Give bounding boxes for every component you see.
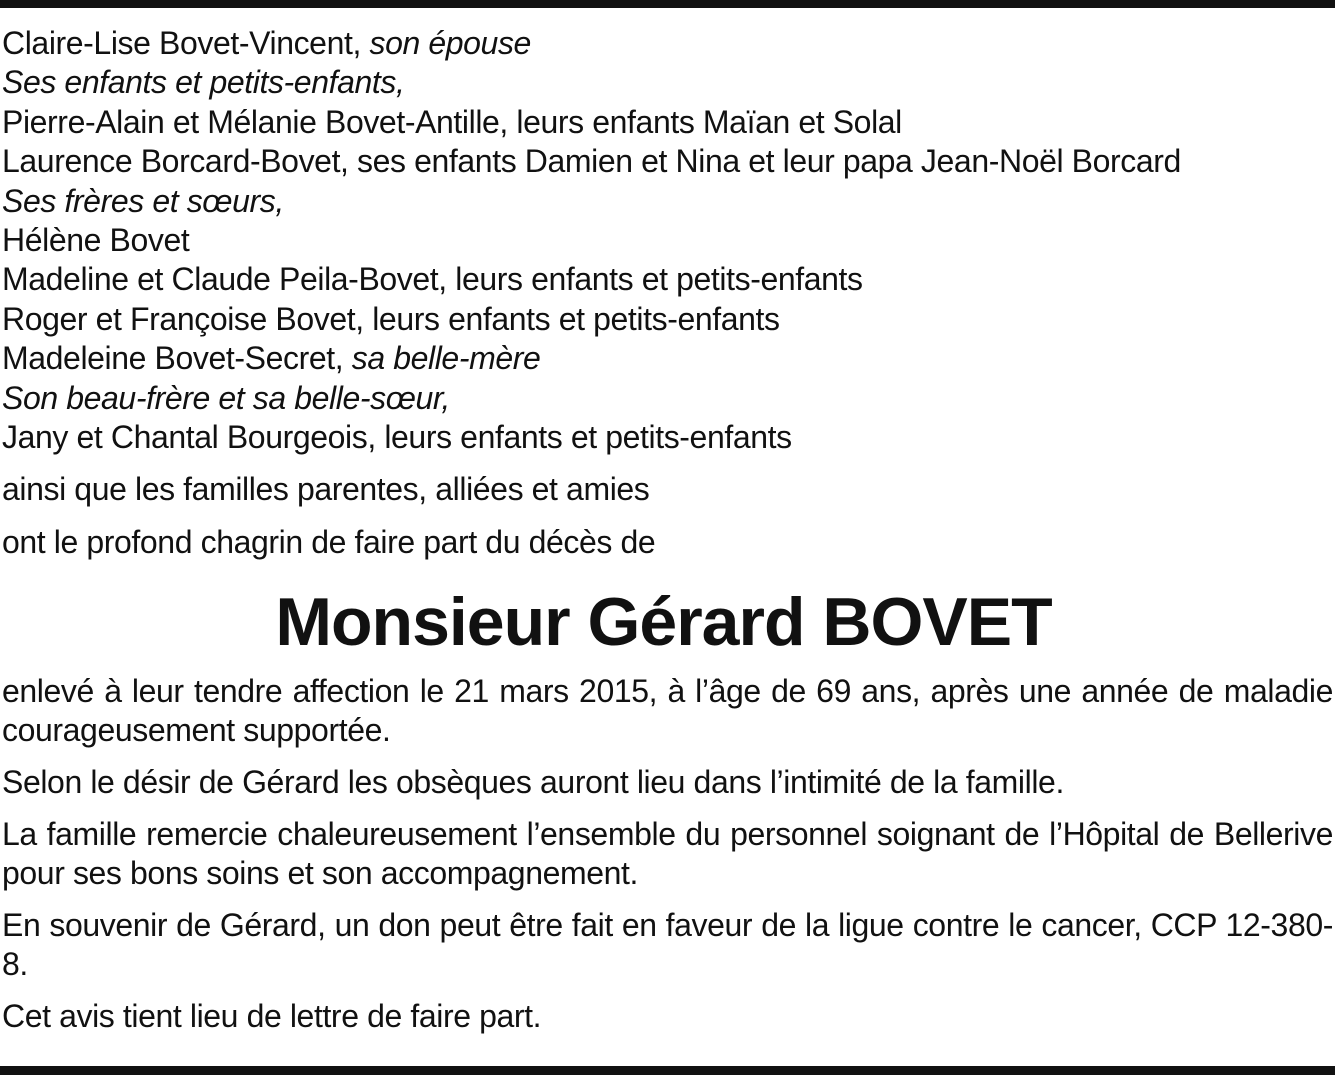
deceased-name: Monsieur Gérard BOVET [275,584,1052,661]
top-rule [0,0,1335,8]
family-line: Pierre-Alain et Mélanie Bovet-Antille, leurs enfants Maïan et Solal [2,103,902,140]
family-heading-siblings [2,182,1333,221]
family-line: Laurence Borcard-Bovet, ses enfants Damien et Nina et leur papa Jean-Noël Borcard [2,143,1181,180]
family-name: Madeleine Bovet-Secret, [2,340,344,377]
obituary-notice [2,24,1333,1049]
family-line: Jany et Chantal Bourgeois, leurs enfants et petits-enfants [2,418,792,455]
paragraph-donation: En souvenir de Gérard, un don peut être fait en faveur de la ligue contre le cancer, CCP 12-380-8. [2,907,1333,983]
family-name: Claire-Lise Bovet-Vincent, [2,25,361,61]
bottom-rule [0,1066,1335,1075]
family-relation: sa belle-mère [351,340,541,377]
paragraph-circumstances: enlevé à leur tendre affection le 21 mars 2015, à l’âge de 69 ans, après une année de maladie courageusement supportée. [2,673,1333,749]
family-heading: Ses frères et sœurs, [2,182,284,219]
family-heading: Son beau-frère et sa belle-sœur, [2,379,450,416]
spacer [2,510,1333,523]
paragraph-thanks: La famille remercie chaleureusement l’ensemble du personnel soignant de l’Hôpital de Bellerive pour ses bons soins et son accompagnement. [2,816,1333,892]
family-line: Madeline et Claude Peila-Bovet, leurs enfants et petits-enfants [2,261,863,298]
family-heading-in-laws [2,379,1333,418]
family-heading-children [2,63,1333,102]
family-heading: Ses enfants et petits-enfants, [2,64,405,101]
spacer [2,457,1333,470]
family-relation: son épouse [369,25,531,61]
paragraph-funeral: Selon le désir de Gérard les obsèques auront lieu dans l’intimité de la famille. [2,764,1064,801]
announcement-line: ont le profond chagrin de faire part du décès de [2,523,656,560]
family-line: Hélène Bovet [2,221,190,258]
also-line: ainsi que les familles parentes, alliées et amies [2,471,650,508]
family-line-spouse [2,24,1333,63]
paragraph-notice: Cet avis tient lieu de lettre de faire part. [2,998,542,1035]
family-line: Roger et Françoise Bovet, leurs enfants et petits-enfants [2,300,780,337]
family-line-mother-in-law [2,339,1333,378]
